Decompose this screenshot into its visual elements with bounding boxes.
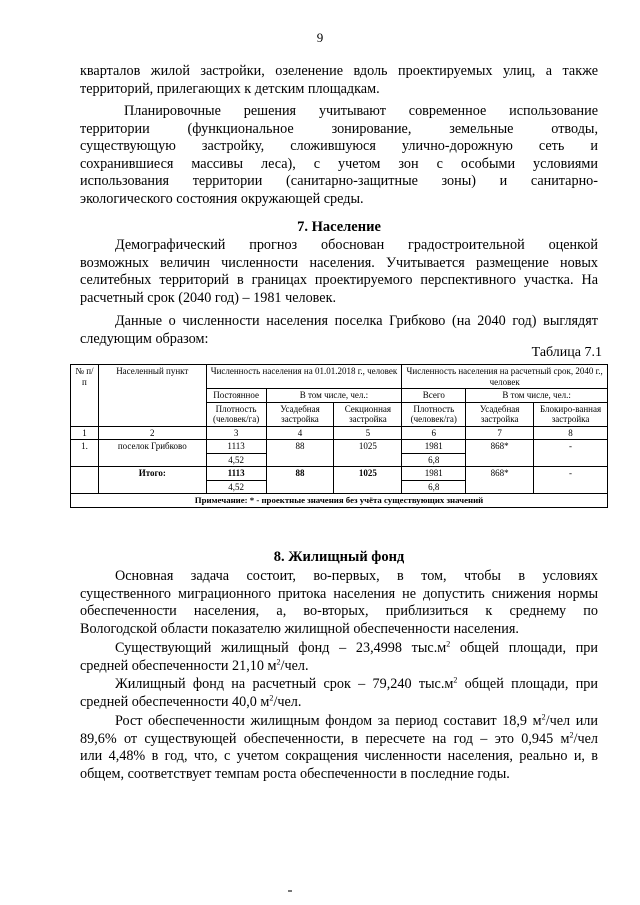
planning-line: экологического состояния окружающей среды.	[80, 190, 364, 207]
housing-task-paragraph	[80, 568, 598, 638]
header-blocked: Блокиро-ванная застройка	[534, 402, 608, 426]
table-intro-line: Данные о численности населения поселка Грибково (на 2040 год) выглядят	[115, 313, 598, 329]
header-pop-2040: Численность населения на расчетный срок, 2040 г., человек	[402, 365, 608, 389]
text-fragment: Рост обеспеченности жилищным фондом за период составит 18,9 м	[115, 713, 542, 729]
superscript: 2	[269, 692, 274, 702]
text-fragment: средней обеспеченности 40,0 м	[80, 693, 270, 710]
projected-fund-line	[80, 694, 598, 712]
header-section: Секционная застройка	[334, 402, 402, 426]
section-8-heading: 8. Жилищный фонд	[273, 549, 405, 565]
table-caption: Таблица 7.1	[531, 345, 602, 360]
planning-line: существующую застройку, сложившуюся улично-дорожную сеть и	[80, 138, 598, 154]
section-7-heading: 7. Население	[297, 219, 381, 235]
row-estate-2040: 868*	[466, 440, 534, 467]
total-row	[71, 467, 608, 481]
total-permanent: 1113	[206, 467, 266, 481]
superscript: 2	[541, 712, 546, 722]
growth-line: общем, соответствует темпам роста обеспеченности в последние годы.	[80, 765, 510, 782]
text-fragment: общей площади, при	[450, 640, 598, 656]
text-fragment: 89,6% от существующей обеспеченности, в пересчете на год – это 0,945 м	[80, 730, 570, 747]
housing-line: обеспеченности населения, а, во-вторых, приблизиться к среднему по	[80, 603, 598, 619]
col-number: 4	[266, 426, 334, 440]
col-number: 3	[206, 426, 266, 440]
total-num	[71, 467, 99, 494]
table-intro-line: следующим образом:	[80, 330, 209, 347]
growth-line: или 4,48% в год, что, с учетом сокращения численности населения, реально и, в	[80, 748, 598, 764]
growth-line	[80, 731, 598, 749]
header-num: № п/п	[71, 365, 99, 427]
note-row	[71, 494, 608, 508]
header-permanent: Постоянное	[206, 389, 266, 403]
header-including-2018: В том числе, чел.:	[266, 389, 402, 403]
existing-fund-line	[80, 640, 598, 658]
population-line: расчетный срок (2040 год) – 1981 человек.	[80, 289, 337, 306]
total-total-density: 6,8	[402, 480, 466, 494]
existing-fund-paragraph	[80, 640, 598, 675]
table-intro-paragraph	[80, 313, 598, 348]
header-density-2018: Плотность (человек/га)	[206, 402, 266, 426]
growth-line	[80, 713, 598, 731]
projected-fund-paragraph	[80, 676, 598, 711]
row-place: поселок Грибково	[98, 440, 206, 467]
superscript: 2	[276, 656, 281, 666]
intro-paragraph	[80, 63, 598, 98]
total-estate-2018: 88	[266, 467, 334, 494]
col-number: 6	[402, 426, 466, 440]
planning-line: сохранившиеся массивы леса), с учетом зон с особыми условиями	[80, 155, 598, 172]
total-label: Итого:	[98, 467, 206, 494]
row-total: 1981	[402, 440, 466, 454]
text-fragment: Жилищный фонд на расчетный срок – 79,240 тыс.м	[115, 676, 454, 692]
col-number: 1	[71, 426, 99, 440]
row-estate-2018: 88	[266, 440, 334, 467]
total-blocked: -	[534, 467, 608, 494]
planning-paragraph	[80, 103, 598, 208]
row-permanent: 1113	[206, 440, 266, 454]
row-blocked: -	[534, 440, 608, 467]
housing-line: Основная задача состоит, во-первых, в том, чтобы в условиях	[115, 568, 598, 584]
existing-fund-line	[80, 658, 598, 676]
superscript: 2	[453, 675, 458, 685]
text-fragment: /чел	[573, 730, 598, 747]
population-line: селитебных территорий в границах проектируемого перспективного участка. На	[80, 272, 598, 288]
header-including-2040: В том числе, чел.:	[466, 389, 608, 403]
text-fragment: /чел или	[545, 713, 598, 729]
text-fragment: /чел.	[273, 693, 302, 710]
col-number: 8	[534, 426, 608, 440]
housing-line: Вологодской области показателю жилищной обеспеченности населения.	[80, 620, 519, 637]
row-num: 1.	[71, 440, 99, 467]
housing-line: существенного миграционного притока населения не допустить снижения нормы	[80, 585, 598, 602]
row-permanent-density: 4,52	[206, 453, 266, 467]
total-permanent-density: 4,52	[206, 480, 266, 494]
population-line: Демографический прогноз обоснован градостроительной оценкой	[115, 237, 598, 253]
header-estate-2018: Усадебная застройка	[266, 402, 334, 426]
planning-line: территории (функциональное зонирование, земельные отводы,	[80, 120, 598, 137]
scan-mark	[288, 890, 292, 892]
planning-line: Планировочные решения учитывают современное использование	[124, 103, 598, 119]
col-number: 7	[466, 426, 534, 440]
superscript: 2	[569, 729, 574, 739]
col-number: 2	[98, 426, 206, 440]
text-fragment: общей площади, при	[457, 676, 598, 692]
growth-paragraph	[80, 713, 598, 783]
header-place: Населенный пункт	[98, 365, 206, 427]
intro-line: территорий, прилегающих к детским площадкам.	[80, 80, 380, 97]
header-estate-2040: Усадебная застройка	[466, 402, 534, 426]
page-number: 9	[316, 30, 324, 45]
population-line: возможных величин численности населения. Учитывается размещение новых	[80, 254, 598, 271]
row-section: 1025	[334, 440, 402, 467]
population-table	[70, 364, 608, 508]
text-fragment: Существующий жилищный фонд – 23,4998 тыс.м	[115, 640, 447, 656]
projected-fund-line	[80, 676, 598, 694]
intro-line: кварталов жилой застройки, озеленение вдоль проектируемых улиц, а также	[80, 63, 598, 79]
superscript: 2	[446, 639, 451, 649]
header-total: Всего	[402, 389, 466, 403]
row-total-density: 6,8	[402, 453, 466, 467]
header-pop-2018: Численность населения на 01.01.2018 г., человек	[206, 365, 402, 389]
header-density-2040: Плотность (человек/га)	[402, 402, 466, 426]
table-note: Примечание: * - проектные значения без учёта существующих значений	[71, 494, 608, 508]
total-estate-2040: 868*	[466, 467, 534, 494]
total-total: 1981	[402, 467, 466, 481]
text-fragment: средней обеспеченности 21,10 м	[80, 657, 277, 674]
col-number: 5	[334, 426, 402, 440]
planning-line: использования территории (санитарно-защитные зоны) и санитарно-	[80, 173, 598, 189]
total-section: 1025	[334, 467, 402, 494]
table-row	[71, 440, 608, 454]
population-paragraph	[80, 237, 598, 307]
text-fragment: /чел.	[280, 657, 309, 674]
column-number-row	[71, 426, 608, 440]
